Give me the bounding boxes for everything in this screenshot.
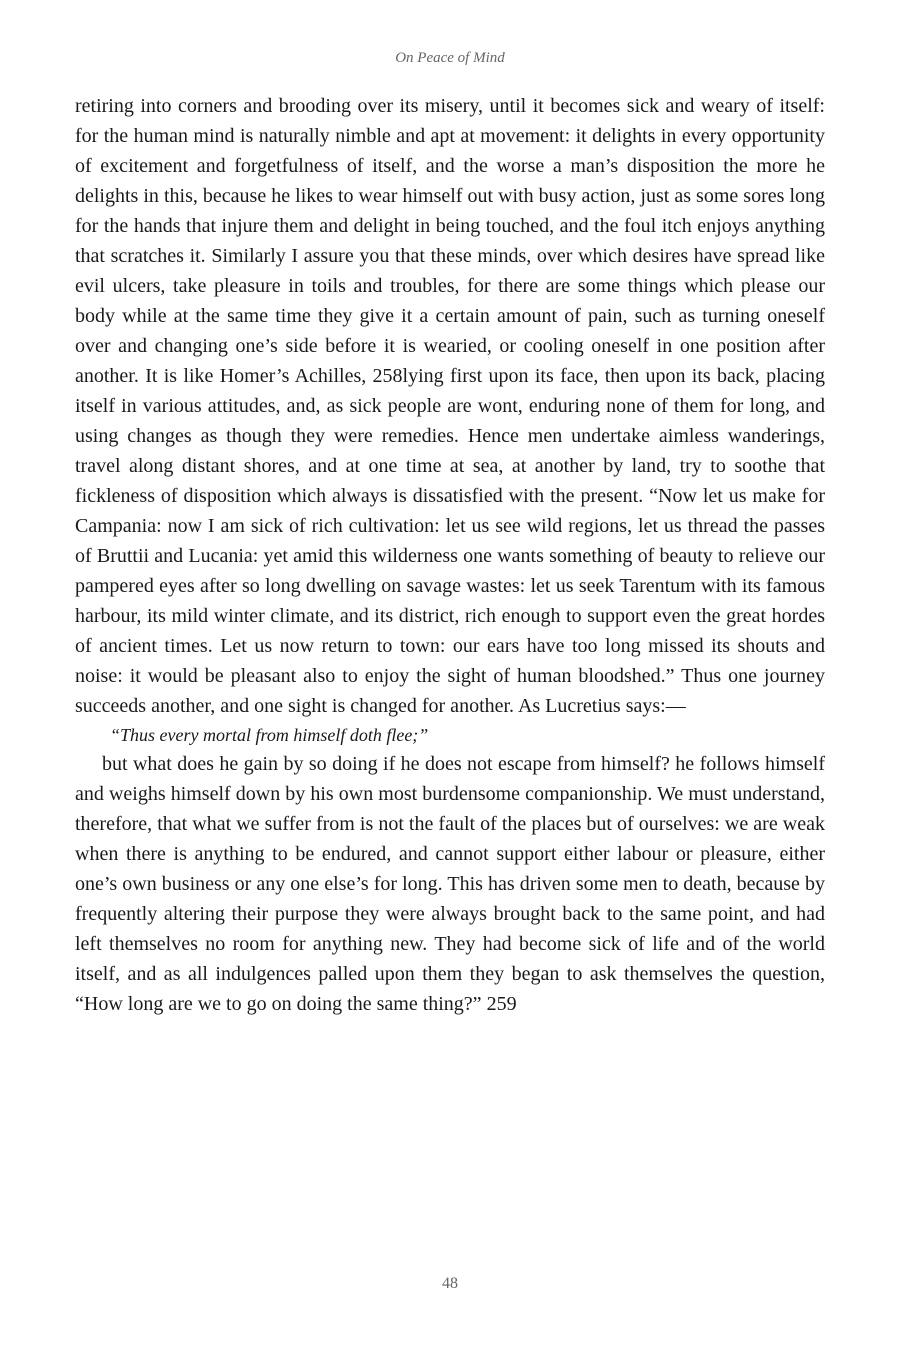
running-head: On Peace of Mind xyxy=(395,50,505,66)
page-number: 48 xyxy=(442,1275,458,1292)
verse-quotation: “Thus every mortal from himself doth flee;” xyxy=(110,725,429,745)
page-body xyxy=(75,91,825,1019)
body-paragraph: but what does he gain by so doing if he does not escape from himself? he follows himself and weighs himself down by his own most burdensome companionship. We must understand, therefore, that what we suffer from is not the fault of the places but of ourselves: we are weak when there is anything to be endured, and cannot support either labour or pleasure, either one’s own business or any one else’s for long. This has driven some men to death, because by frequently altering their purpose they were always brought back to the same point, and had left themselves no room for anything new. They had become sick of life and of the world itself, and as all indulgences palled upon them they began to ask themselves the question, “How long are we to go on doing the same thing?” 259 xyxy=(75,753,825,1015)
body-paragraph: retiring into corners and brooding over its misery, until it becomes sick and weary of itself: for the human mind is naturally nimble and apt at movement: it delights in every opportunity of excitement and forgetfulness of itself, and the worse a man’s disposition the more he delights in this, because he likes to wear himself out with busy action, just as some sores long for the hands that injure them and delight in being touched, and the foul itch enjoys anything that scratches it. Similarly I assure you that these minds, over which desires have spread like evil ulcers, take pleasure in toils and troubles, for there are some things which please our body while at the same time they give it a certain amount of pain, such as turning oneself over and changing one’s side before it is wearied, or cooling oneself in one position after another. It is like Homer’s Achilles, 258lying first upon its face, then upon its back, placing itself in various attitudes, and, as sick people are wont, enduring none of them for long, and using changes as though they were remedies. Hence men undertake aimless wanderings, travel along distant shores, and at one time at sea, at another by land, try to soothe that fickleness of disposition which always is dissatisfied with the present. “Now let us make for Campania: now I am sick of rich cultivation: let us see wild regions, let us thread the passes of Bruttii and Lucania: yet amid this wilderness one wants something of beauty to relieve our pampered eyes after so long dwelling on savage wastes: let us seek Tarentum with its famous harbour, its mild winter climate, and its district, rich enough to support even the great hordes of ancient times. Let us now return to town: our ears have too long missed its shouts and noise: it would be pleasant also to enjoy the sight of human bloodshed.” Thus one journey succeeds another, and one sight is changed for another. As Lucretius says:— xyxy=(75,95,825,717)
